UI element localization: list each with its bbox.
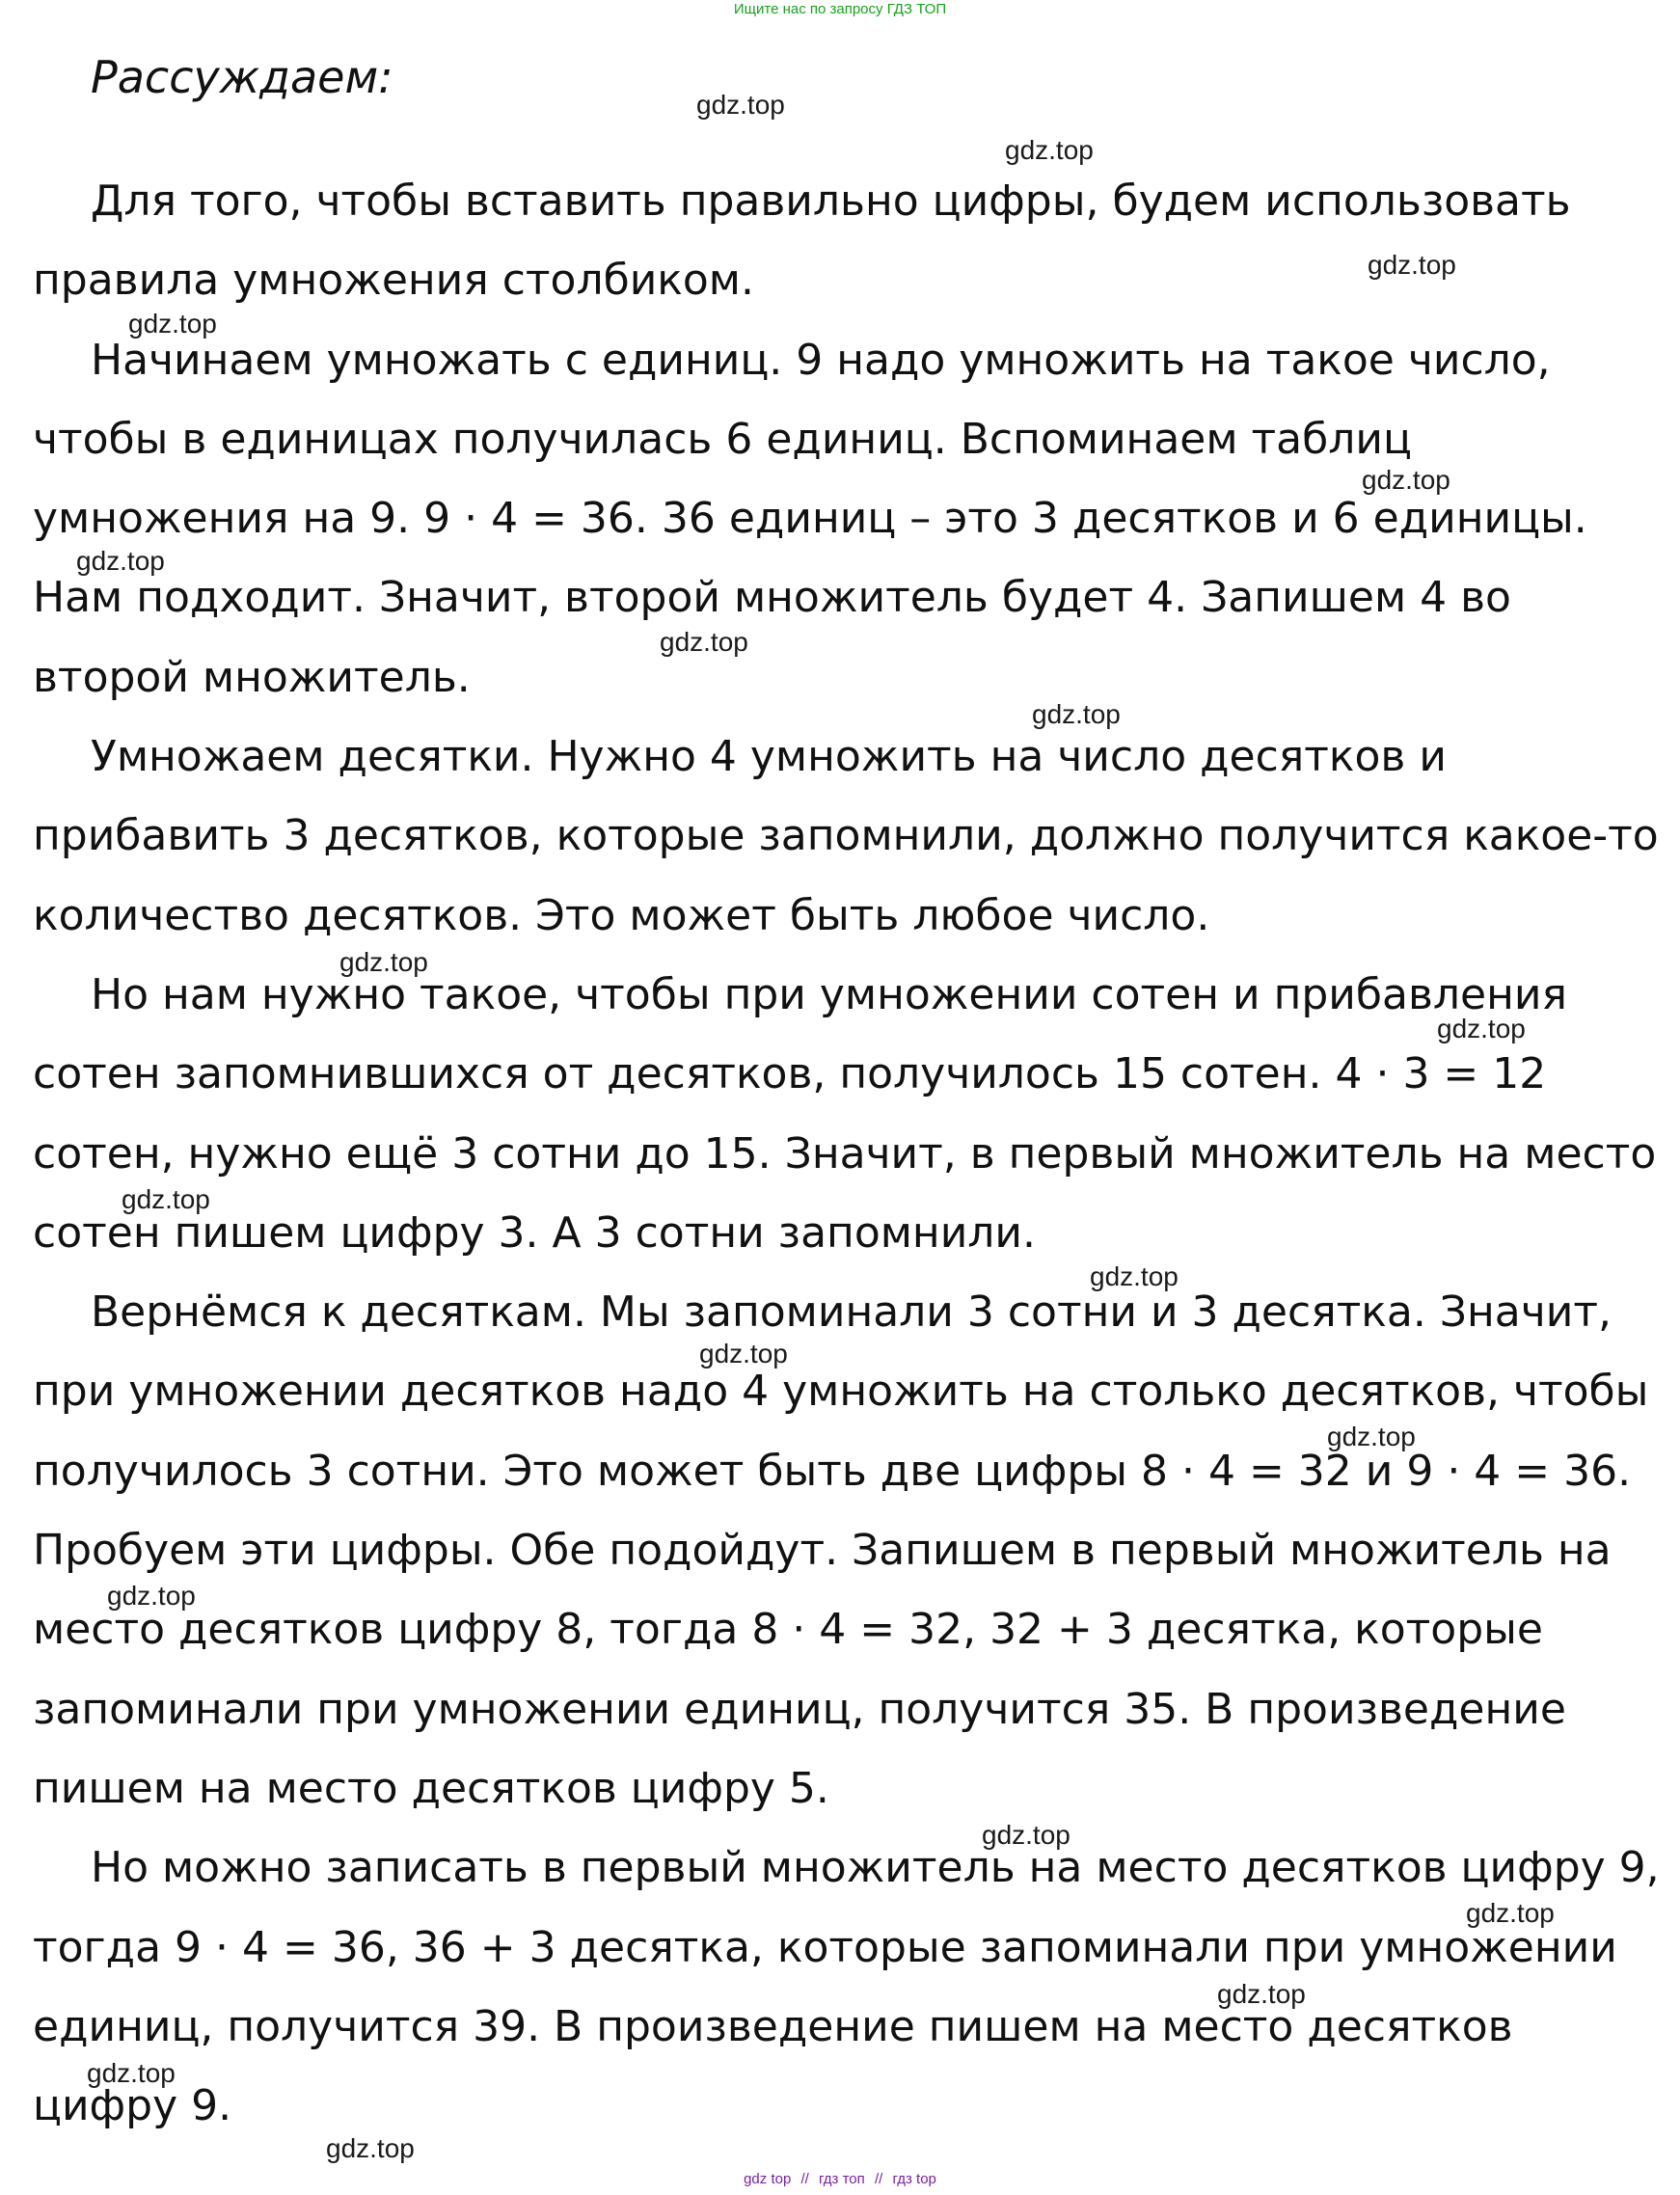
solution-text: [33, 162, 1663, 2146]
watermark: gdz.top: [326, 2133, 415, 2163]
watermark: gdz.top: [696, 90, 785, 120]
footer-separator: //: [874, 2171, 883, 2187]
page-heading: Рассуждаем:: [91, 51, 393, 103]
watermark: gdz.top: [982, 1820, 1070, 1850]
paragraph-6: Но можно записать в первый множитель на место десятков цифру 9, тогда 9 · 4 = 36, 36 + 3 десятка, которые запоминали при умножении единиц, получится 39. В произведение пишем на место десятков цифру 9.: [33, 1843, 1660, 2131]
watermark: gdz.top: [660, 627, 748, 657]
footer-link-gdz-top[interactable]: gdz top: [744, 2171, 792, 2187]
watermark: gdz.top: [87, 2058, 176, 2088]
footer-link-gdz-top-mixed[interactable]: гдз top: [892, 2171, 936, 2187]
paragraph-5: Вернёмся к десяткам. Мы запоминали 3 сотни и 3 десятка. Значит, при умножении десятков надо 4 умножить на столько десятков, чтобы получилось 3 сотни. Это может быть две цифры 8 · 4 = 32 и 9 · 4 = 36. Пробуем эти цифры. Обе подойдут. Запишем в первый множитель на место десятков цифру 8, тогда 8 · 4 = 32, 32 + 3 десятка, которые запоминали при умножении единиц, получится 35. В произведение пишем на место десятков цифру 5.: [33, 1287, 1649, 1813]
footer-links: [0, 2170, 1680, 2193]
paragraph-1: Для того, чтобы вставить правильно цифры, будем использовать правила умножения столбиком.: [33, 176, 1571, 306]
paragraph-4: Но нам нужно такое, чтобы при умножении сотен и прибавления сотен запомнившихся от десятков, получилось 15 сотен. 4 · 3 = 12 сотен, нужно ещё 3 сотни до 15. Значит, в первый множитель на место сотен пишем цифру 3. А 3 сотни запомнили.: [33, 969, 1657, 1258]
paragraph-3: Умножаем десятки. Нужно 4 умножить на число десятков и прибавить 3 десятков, которые запомнили, должно получится какое-то количество десятков. Это может быть любое число.: [33, 732, 1659, 940]
watermark: gdz.top: [1437, 1014, 1526, 1043]
watermark: gdz.top: [107, 1581, 196, 1611]
footer-separator: //: [800, 2171, 809, 2187]
top-banner: Ищите нас по запросу ГДЗ ТОП: [733, 1, 947, 17]
watermark: gdz.top: [1217, 1979, 1306, 2009]
watermark: gdz.top: [128, 309, 217, 339]
footer-link-gdz-top-ru[interactable]: гдз топ: [819, 2171, 865, 2187]
watermark: gdz.top: [76, 546, 165, 576]
watermark: gdz.top: [1005, 135, 1094, 165]
watermark: gdz.top: [339, 947, 428, 977]
watermark: gdz.top: [1032, 699, 1121, 729]
watermark: gdz.top: [122, 1184, 210, 1214]
watermark: gdz.top: [1327, 1422, 1416, 1451]
watermark: gdz.top: [1368, 250, 1456, 280]
watermark: gdz.top: [1362, 465, 1450, 495]
watermark: gdz.top: [1090, 1261, 1179, 1291]
paragraph-2: Начинаем умножать с единиц. 9 надо умножить на такое число, чтобы в единицах получилась 6 единиц. Вспоминаем таблиц умножения на 9. 9 · 4 = 36. 36 единиц – это 3 десятков и 6 единицы. Нам подходит. Значит, второй множитель будет 4. Запишем 4 во второй множитель.: [33, 335, 1587, 702]
watermark: gdz.top: [699, 1339, 788, 1368]
watermark: gdz.top: [1466, 1898, 1555, 1928]
